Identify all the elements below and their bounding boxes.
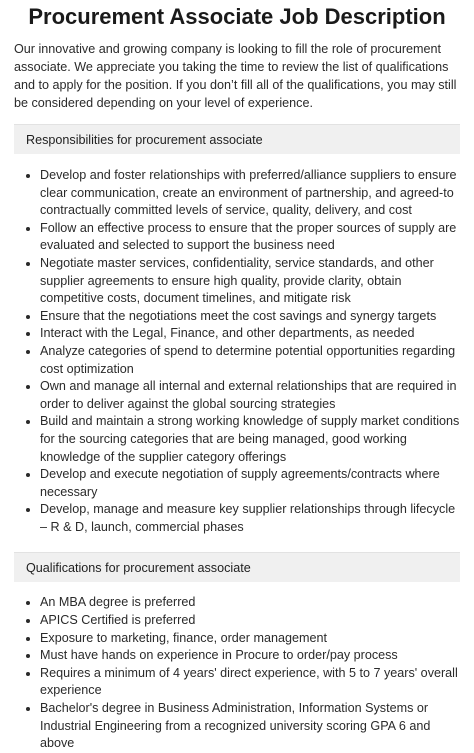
intro-paragraph: Our innovative and growing company is looking to fill the role of procurement associate. We appreciate you taking the time to review the list of qualifications and to apply for the position. If you don’t fill all of the qualifications, you may still be considered depending on your level of experience. [14, 42, 457, 110]
list-item: Exposure to marketing, finance, order management [22, 630, 460, 648]
responsibilities-list [14, 167, 460, 536]
list-item: Follow an effective process to ensure that the proper sources of supply are evaluated and selected to support the business need [22, 220, 460, 255]
list-item: Build and maintain a strong working knowledge of supply market conditions for the sourcing categories that are being managed, good working knowledge of the supplier category offerings [22, 413, 460, 466]
list-item: Interact with the Legal, Finance, and other departments, as needed [22, 325, 460, 343]
list-item: Develop and execute negotiation of supply agreements/contracts where necessary [22, 466, 460, 501]
list-item: Own and manage all internal and external relationships that are required in order to deliver against the global sourcing strategies [22, 378, 460, 413]
list-item: Negotiate master services, confidentiality, service standards, and other supplier agreements to ensure high quality, provide clarity, obtain competitive costs, document timelines, and mitigate risk [22, 255, 460, 308]
responsibilities-heading: Responsibilities for procurement associate [14, 124, 460, 154]
list-item: APICS Certified is preferred [22, 612, 460, 630]
list-item: Requires a minimum of 4 years' direct experience, with 5 to 7 years' overall experience [22, 665, 460, 700]
list-item: Develop, manage and measure key supplier relationships through lifecycle – R & D, launch, commercial phases [22, 501, 460, 536]
qualifications-list [14, 594, 460, 752]
list-item: Bachelor's degree in Business Administration, Information Systems or Industrial Engineering from a recognized university scoring GPA 6 and above [22, 700, 460, 753]
list-item: Ensure that the negotiations meet the cost savings and synergy targets [22, 308, 460, 326]
qualifications-heading: Qualifications for procurement associate [14, 552, 460, 582]
page-title: Procurement Associate Job Description [28, 4, 446, 29]
list-item: An MBA degree is preferred [22, 594, 460, 612]
list-item: Analyze categories of spend to determine potential opportunities regarding cost optimization [22, 343, 460, 378]
list-item: Must have hands on experience in Procure to order/pay process [22, 647, 460, 665]
list-item: Develop and foster relationships with preferred/alliance suppliers to ensure clear communication, create an environment of partnership, and agreed-to contractually committed levels of service, quality, delivery, and cost [22, 167, 460, 220]
